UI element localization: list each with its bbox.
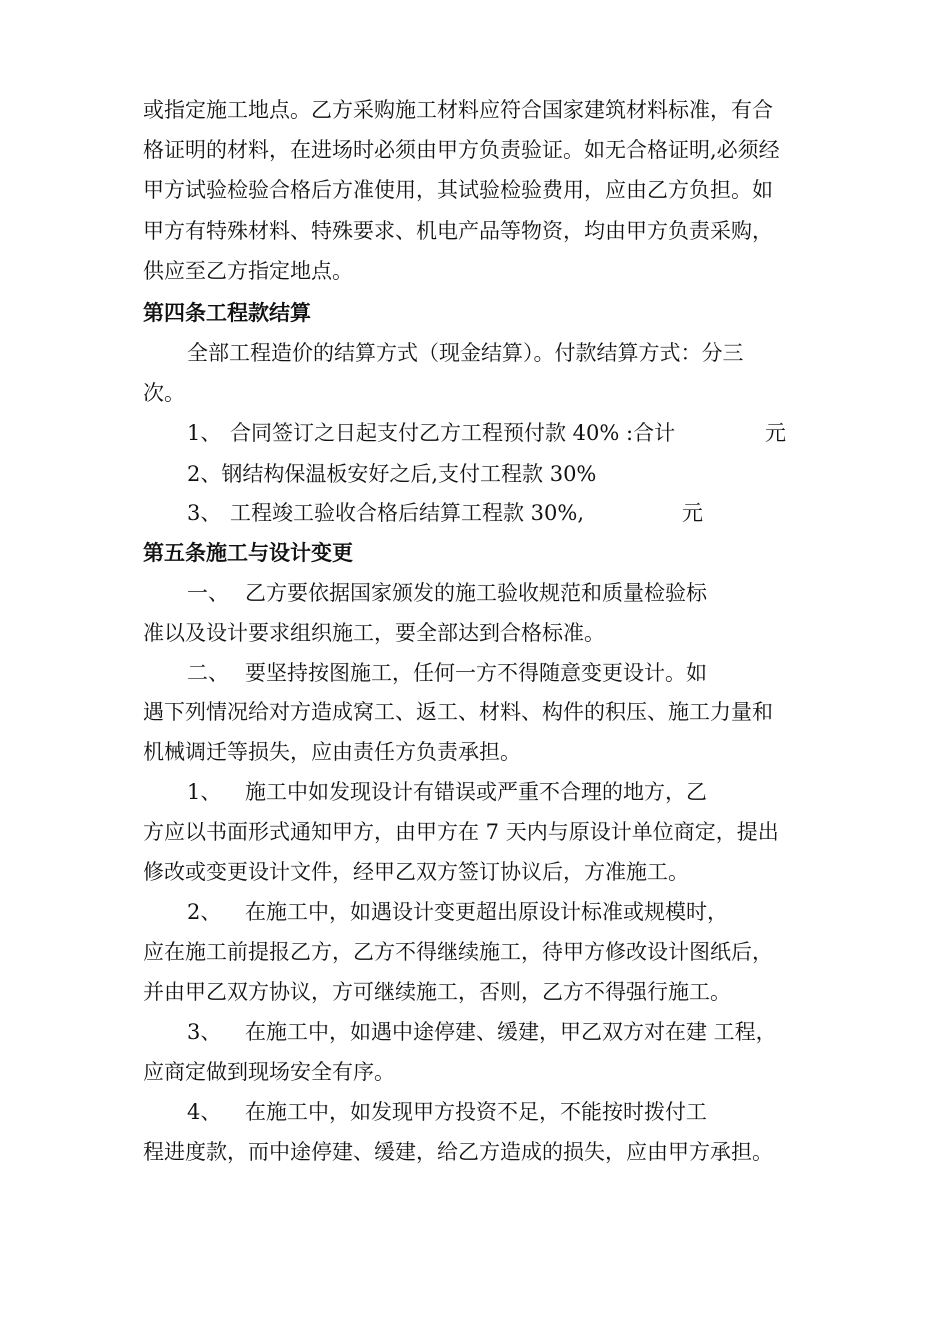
subitem-3-text: 在施工中，如遇中途停建、缓建，甲乙双方对在建 工程， (245, 1020, 777, 1044)
subitem-2-number: 2、 (187, 900, 222, 924)
paragraph-line: 或指定施工地点。乙方采购施工材料应符合国家建筑材料标准，有合 (143, 98, 773, 122)
paragraph-line: 程进度款，而中途停建、缓建，给乙方造成的损失，应由甲方承担。 (143, 1140, 773, 1164)
subitem-4-number: 4、 (187, 1100, 222, 1124)
payment-1-text: 合同签订之日起支付乙方工程预付款 40% :合计 (230, 421, 676, 445)
paragraph-line: 供应至乙方指定地点。 (143, 259, 353, 283)
paragraph-line: 机械调迁等损失，应由责任方负责承担。 (143, 740, 521, 764)
item-2-text: 要坚持按图施工，任何一方不得随意变更设计。如 (245, 661, 707, 685)
paragraph-line: 并由甲乙双方协议，方可继续施工，否则，乙方不得强行施工。 (143, 980, 731, 1004)
item-1-number: 一、 (187, 581, 229, 605)
paragraph-line: 方应以书面形式通知甲方，由甲方在 7 天内与原设计单位商定，提出 (143, 820, 779, 844)
paragraph-line: 应商定做到现场安全有序。 (143, 1060, 395, 1084)
item-1-text: 乙方要依据国家颁发的施工验收规范和质量检验标 (245, 581, 707, 605)
paragraph-line: 准以及设计要求组织施工，要全部达到合格标准。 (143, 621, 605, 645)
subitem-1-number: 1、 (187, 780, 222, 804)
subitem-4-text: 在施工中，如发现甲方投资不足，不能按时拨付工 (245, 1100, 707, 1124)
item-2-number: 二、 (187, 661, 229, 685)
article-4-heading: 第四条工程款结算 (143, 300, 311, 325)
paragraph-line: 格证明的材料，在进场时必须由甲方负责验证。如无合格证明,必须经 (143, 138, 780, 162)
paragraph-line: 次。 (143, 381, 185, 405)
subitem-1-text: 施工中如发现设计有错误或严重不合理的地方，乙 (245, 780, 707, 804)
payment-2-text: 2、钢结构保温板安好之后,支付工程款 30% (187, 462, 597, 486)
paragraph-line: 修改或变更设计文件，经甲乙双方签订协议后，方准施工。 (143, 860, 689, 884)
paragraph-line: 甲方试验检验合格后方准使用，其试验检验费用，应由乙方负担。如 (143, 178, 773, 202)
paragraph-line: 全部工程造价的结算方式（现金结算）。付款结算方式：分三 (187, 341, 744, 365)
subitem-2-text: 在施工中，如遇设计变更超出原设计标准或规模时， (245, 900, 728, 924)
payment-3-text: 工程竣工验收合格后结算工程款 30%, (230, 501, 585, 525)
paragraph-line: 遇下列情况给对方造成窝工、返工、材料、构件的积压、施工力量和 (143, 700, 773, 724)
payment-1-unit: 元 (765, 421, 786, 445)
payment-3-unit: 元 (682, 501, 703, 525)
payment-3-number: 3、 (187, 501, 222, 525)
subitem-3-number: 3、 (187, 1020, 222, 1044)
article-5-heading: 第五条施工与设计变更 (143, 540, 353, 565)
payment-1-number: 1、 (187, 421, 222, 445)
paragraph-line: 甲方有特殊材料、特殊要求、机电产品等物资，均由甲方负责采购， (143, 219, 773, 243)
paragraph-line: 应在施工前提报乙方，乙方不得继续施工，待甲方修改设计图纸后， (143, 940, 773, 964)
